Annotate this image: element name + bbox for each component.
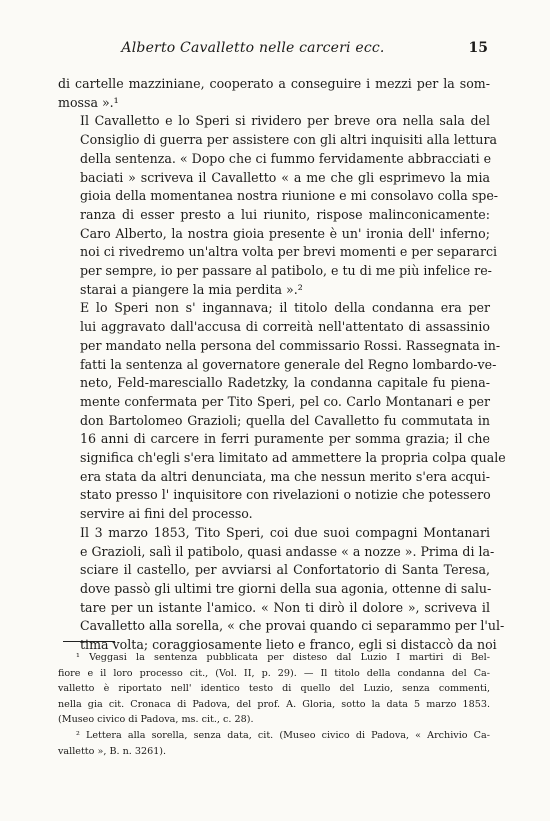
text-line: lui aggravato dall'accusa di correità nell'attentato di assassinio [80,319,490,335]
text-line: starai a piangere la mia perdita ».² [80,281,303,297]
text-line: mossa ».¹ [58,94,119,110]
text-line: mente confermata per Tito Speri, pel co. Carlo Montanari e per [80,393,490,409]
text-line: Cavalletto alla sorella, « che provai quando ci separammo per l'ul- [80,618,505,634]
footnote-1 [58,650,490,728]
text-line: tare per un istante l'amico. « Non ti dirò il dolore », scriveva il [80,599,490,615]
text-line: ranza di esser presto a lui riunito, rispose malinconicamente: [80,206,490,222]
text-line: servire ai fini del processo. [80,506,253,522]
text-line: Caro Alberto, la nostra gioia presente è un' ironia dell' inferno; [80,225,490,241]
page-number: 15 [468,40,488,56]
text-line: don Bartolomeo Grazioli; quella del Cavalletto fu commutata in [80,412,490,428]
text-line: e Grazioli, salì il patibolo, quasi andasse « a nozze ». Prima di la- [80,543,495,559]
footnote-line: ¹ Veggasi la sentenza pubblicata per disteso dal Luzio I martiri di Bel- [76,652,490,663]
main-text [58,75,506,655]
text-line: Consiglio di guerra per assistere con gli altri inquisiti alla lettura [80,132,498,148]
footnote-line: (Museo civico di Padova, ms. cit., c. 28). [58,714,254,726]
footnote-line: fiore e il loro processo cit., (Vol. II, p. 29). — Il titolo della condanna del Ca- [58,667,490,679]
running-title: Alberto Cavalletto nelle carceri ecc. [121,40,385,56]
text-line: gioia della momentanea nostra riunione e mi consolavo colla spe- [80,188,499,204]
text-line: 16 anni di carcere in ferri puramente per somma grazia; il che [80,431,490,447]
page-header [58,40,488,60]
paragraph-speri-meeting [58,112,499,299]
footnote-line: valletto è riportato nell' identico testo di quello del Luzio, senza commenti, [58,683,490,695]
text-line: tima volta; coraggiosamente lieto e franco, egli si distaccò da noi [80,637,497,653]
text-line: neto, Feld-maresciallo Radetzky, la condanna capitale fu piena- [80,375,490,391]
text-line: E lo Speri non s' ingannava; il titolo della condanna era per [80,300,490,316]
footnote-2 [58,728,490,759]
text-line: di cartelle mazziniane, cooperato a conseguire i mezzi per la som- [58,76,490,91]
paragraph-execution [58,524,505,655]
text-line: significa ch'egli s'era limitato ad ammettere la propria colpa quale [80,450,506,466]
text-line: baciati » scriveva il Cavalletto « a me che gli esprimevo la mia [80,169,490,185]
paragraph-continuation [58,75,490,112]
footnote-separator [63,641,115,642]
text-line: noi ci rivedremo un'altra volta per brevi momenti e per separarci [80,244,498,260]
paragraph-sentence [58,299,506,523]
text-line: Il Cavalletto e lo Speri si rividero per breve ora nella sala del [80,113,490,129]
text-line: per mandato nella persona del commissario Rossi. Rassegnata in- [80,337,501,353]
text-line: Il 3 marzo 1853, Tito Speri, coi due suoi compagni Montanari [80,524,490,540]
footnote-line: nella gia cit. Cronaca di Padova, del prof. A. Gloria, sotto la data 5 marzo 1853. [58,698,490,710]
text-line: sciare il castello, per avviarsi al Confortatorio di Santa Teresa, [80,562,490,578]
text-line: fatti la sentenza al governatore generale del Regno lombardo-ve- [80,356,497,372]
text-line: per sempre, io per passare al patibolo, e tu di me più infelice re- [80,263,492,279]
text-line: stato presso l' inquisitore con rivelazioni o notizie che potessero [80,487,491,503]
text-line: era stata da altri denunciata, ma che nessun merito s'era acqui- [80,468,490,484]
footnote-line: valletto », B. n. 3261). [58,745,167,757]
footnote-line: ² Lettera alla sorella, senza data, cit. (Museo civico di Padova, « Archivio Ca- [76,729,490,741]
text-line: della sentenza. « Dopo che ci fummo fervidamente abbracciati e [80,150,492,166]
text-line: dove passò gli ultimi tre giorni della sua agonia, ottenne di salu- [80,580,492,596]
footnotes [58,650,490,759]
